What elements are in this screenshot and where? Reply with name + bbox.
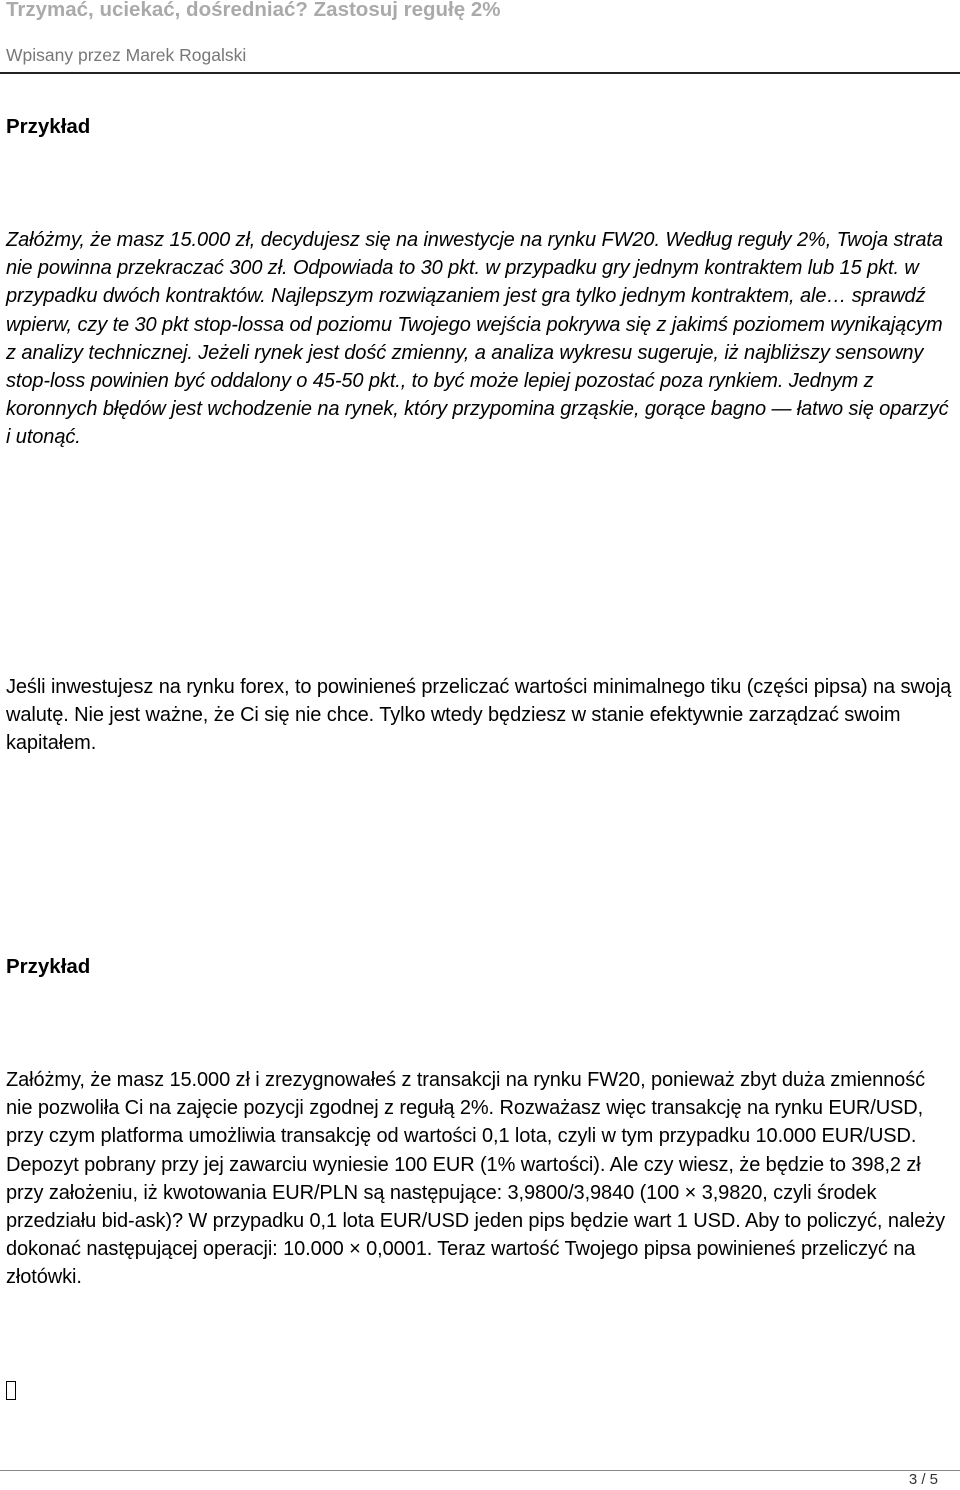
header-divider (0, 72, 960, 74)
example-1-text-c: Jeżeli rynek jest dość zmienny, a analiza wykresu sugeruje, iż najbliższy sensowny stop-loss powinien być oddalony o 45-50 pkt., to być może lepiej pozostać poza rynkiem. (6, 341, 924, 393)
example-2-text-a: Załóżmy, że masz 15.000 zł i zrezygnowałeś z transakcji na rynku FW20, ponieważ zbyt duża zmienność nie pozwoliła Ci na zajęcie pozycji zgodnej z regułą 2%. (6, 1069, 926, 1120)
footer-divider (0, 1470, 960, 1471)
example-2-text-b: Rozważasz więc transakcję na rynku EUR/USD, przy czym platforma umożliwia transakcję od wartości 0,1 lota, czyli w tym przypadku 10.000 EUR/USD. Depozyt pobrany przy jej zawarciu wyniesie 100 EUR (1% wartości). (6, 1097, 924, 1176)
page-number: 3 / 5 (908, 1471, 938, 1488)
document-title: Trzymać, uciekać, dośredniać? Zastosuj regułę 2% (6, 0, 501, 21)
forex-paragraph: Jeśli inwestujesz na rynku forex, to powinieneś przeliczać wartości minimalnego tiku (części pipsa) na swoją walutę. Nie jest ważne, że Ci się nie chce. Tylko wtedy będziesz w stanie efektywnie zarządzać swoim kapitałem. (6, 676, 952, 755)
example-1-paragraph (6, 226, 954, 452)
example-2-paragraph (6, 1066, 954, 1292)
example-1-text-a: Załóżmy, że masz 15.000 zł, decydujesz się na inwestycje na rynku FW20. Według reguły 2%, Twoja strata nie powinna przekraczać 300 zł. Odpowiada to 30 pkt. w przypadku gry jednym kontraktem lub 15 pkt. w przypadku dwóch kontraktów. (6, 229, 943, 308)
example-1-text-d: Jednym z koronnych błędów jest wchodzenie na rynek, który przypomina grząskie, gorące bagno — łatwo się oparzyć i utonąć. (6, 370, 949, 449)
example-2-text-c: Ale czy wiesz, że będzie to 398,2 zł przy założeniu, iż kwotowania EUR/PLN są następujące: 3,9800/3,9840 (100 × 3,9820, czyli środek przedziału bid-ask)? W przypadku 0,1 lota EUR/USD jeden pips będzie wart 1 USD. Aby to policzyć, należy dokonać następującej operacji: 10.000 × 0,0001. Teraz wartość Twojego pipsa powinieneś przeliczyć na złotówki. (6, 1153, 946, 1289)
section-heading-example-1: Przykład (6, 115, 91, 138)
section-heading-example-2: Przykład (6, 955, 91, 978)
author-byline: Wpisany przez Marek Rogalski (6, 45, 247, 65)
missing-glyph-icon (6, 1381, 16, 1400)
example-1-text-b: Najlepszym rozwiązaniem jest gra tylko jednym kontraktem, ale… sprawdź wpierw, czy te 30 pkt stop-lossa od poziomu Twojego wejścia pokrywa się z jakimś poziomem wynikającym z analizy technicznej. (6, 285, 943, 364)
